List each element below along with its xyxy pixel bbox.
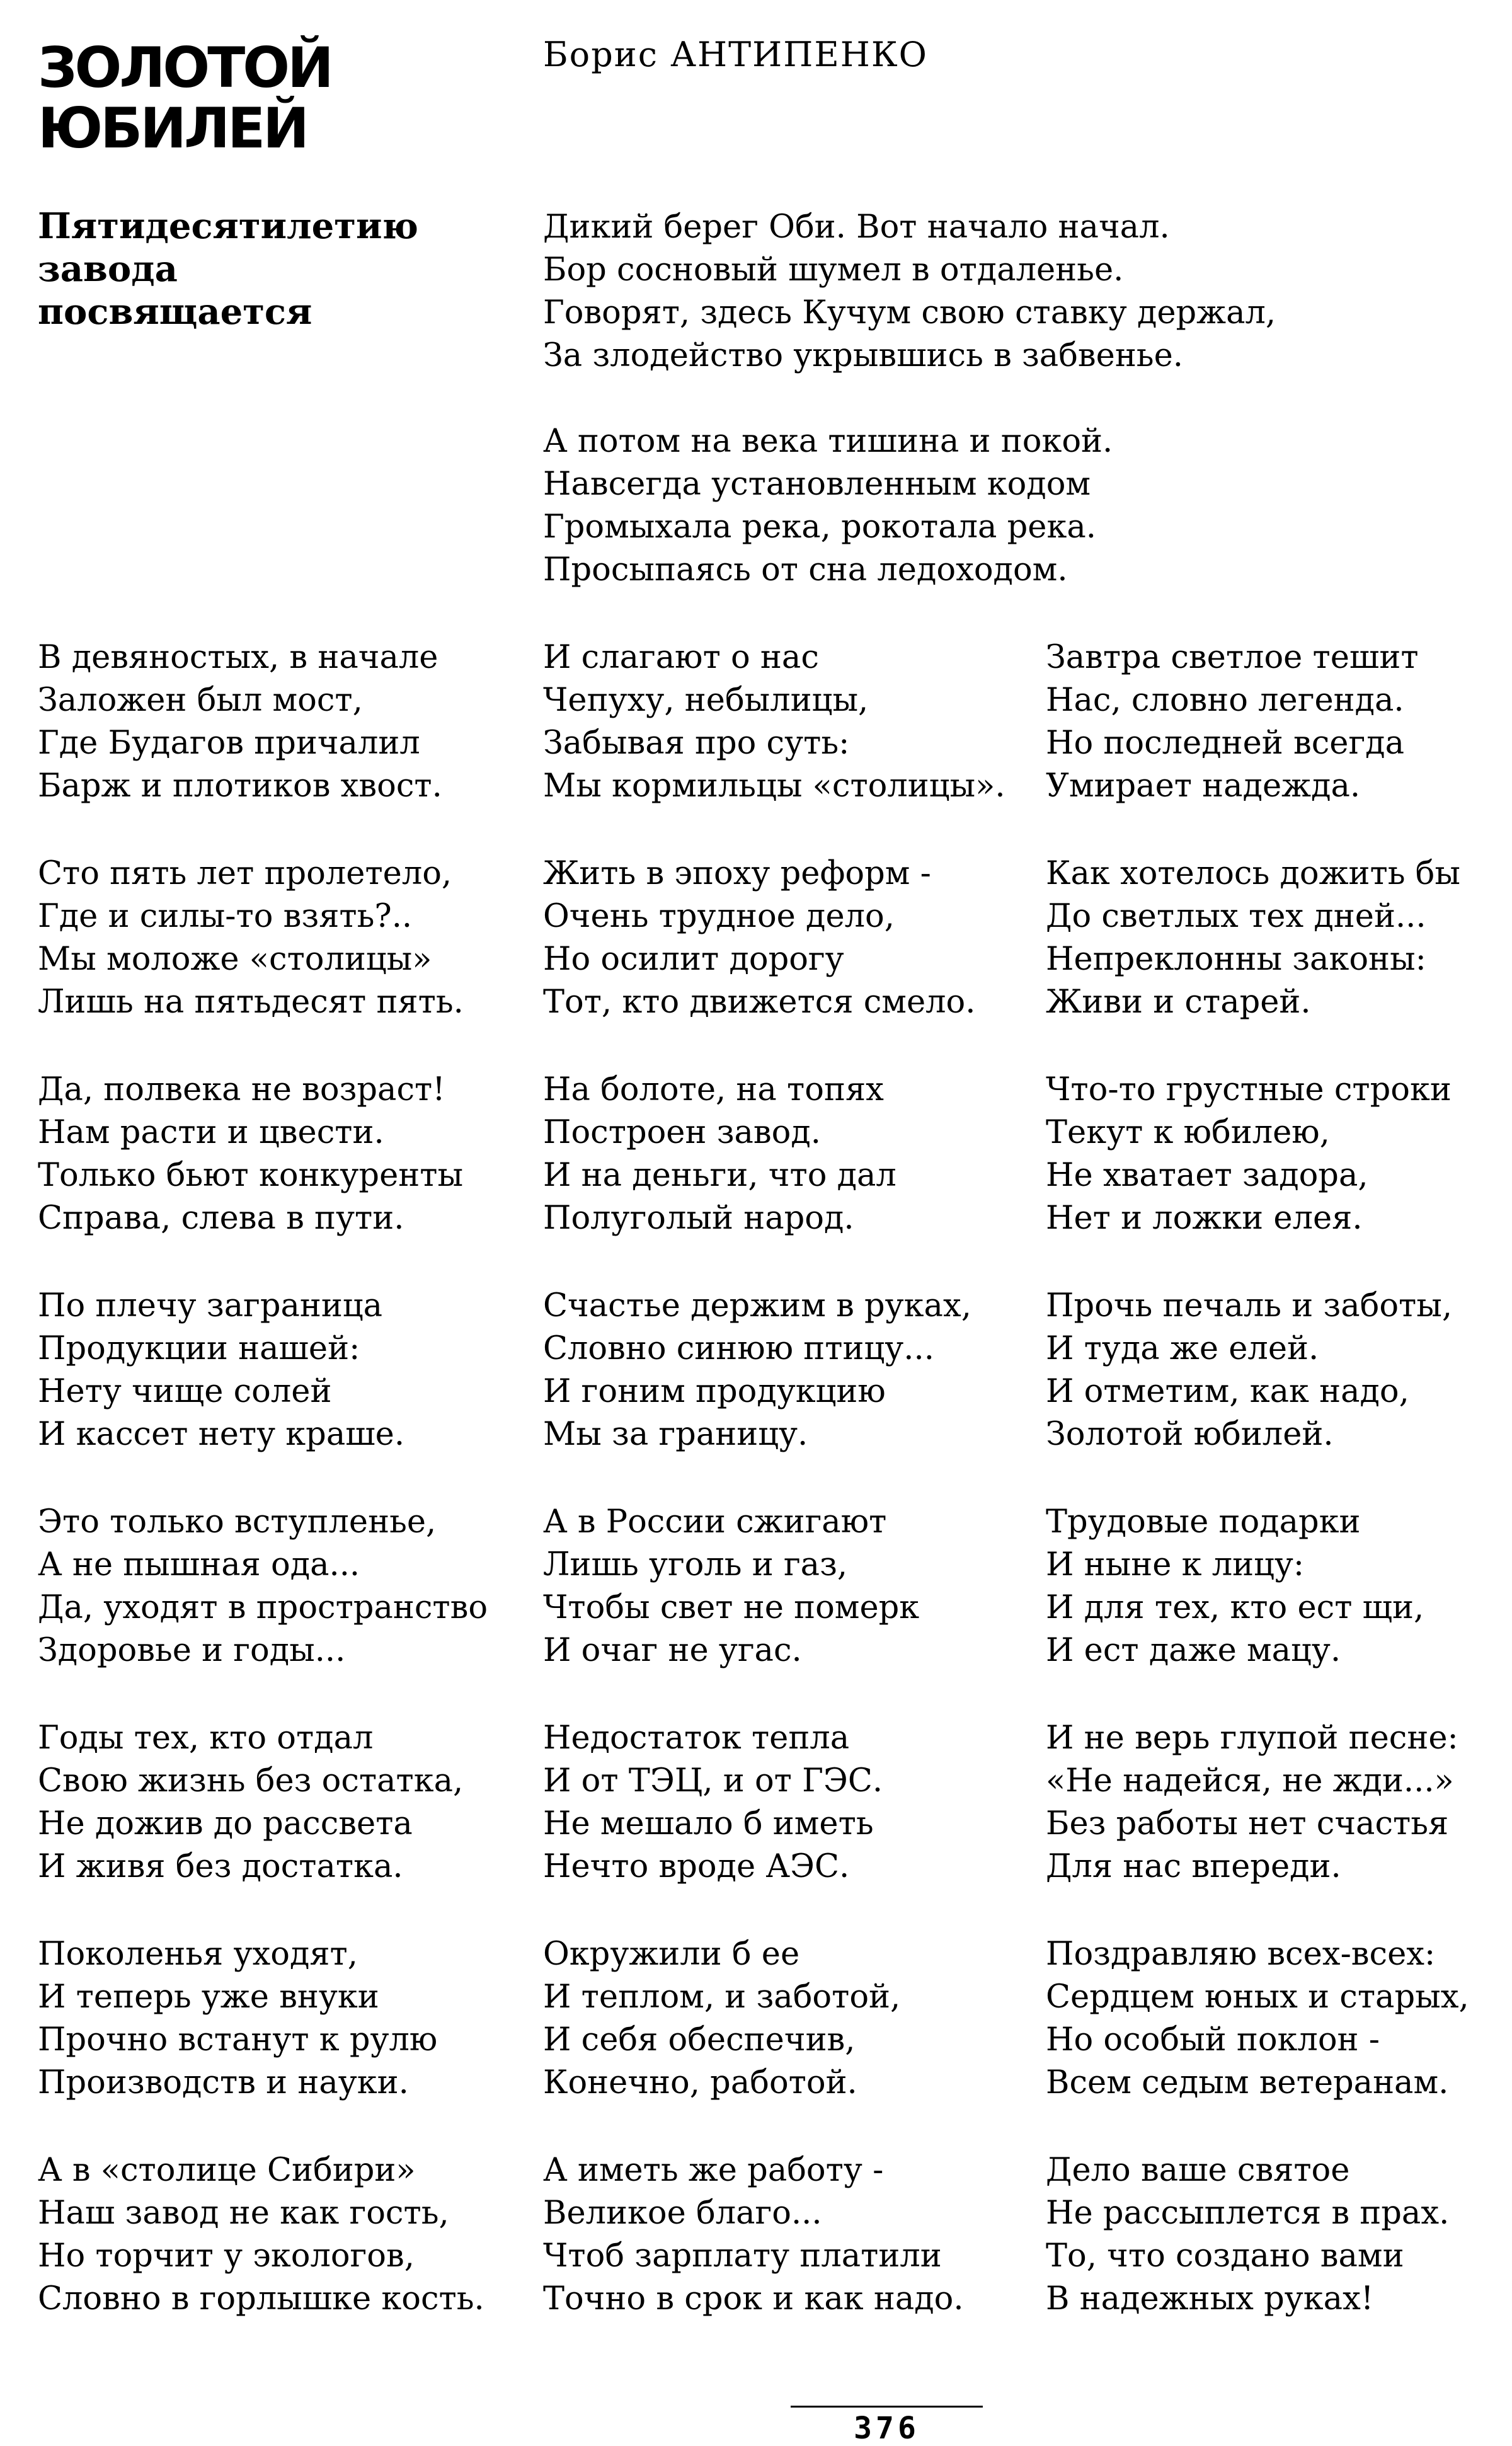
stanza bbox=[1046, 2149, 1449, 2321]
stanza bbox=[543, 853, 975, 1024]
stanza bbox=[543, 420, 1113, 592]
verse-line: Точно в срок и как надо. bbox=[543, 2280, 964, 2317]
stanza bbox=[543, 1069, 896, 1240]
verse-line: Навсегда установленным кодом bbox=[543, 466, 1091, 503]
verse-line: В надежных руках! bbox=[1046, 2280, 1374, 2317]
poem-title-line: ЮБИЛЕЙ bbox=[38, 96, 307, 161]
verse-line: Счастье держим в руках, bbox=[543, 1287, 971, 1324]
verse-line: Не рассыплется в прах. bbox=[1046, 2195, 1450, 2232]
verse-line: А потом на века тишина и покой. bbox=[543, 423, 1113, 460]
verse-line: Конечно, работой. bbox=[543, 2064, 857, 2101]
stanza bbox=[38, 1069, 463, 1240]
stanza bbox=[543, 1285, 971, 1456]
verse-line: Просыпаясь от сна ледоходом. bbox=[543, 551, 1068, 589]
verse-line: Где Будагов причалил bbox=[38, 725, 420, 762]
verse-line: Не хватает задора, bbox=[1046, 1157, 1368, 1194]
verse-line: То, что создано вами bbox=[1046, 2237, 1404, 2275]
verse-line: Живи и старей. bbox=[1046, 984, 1311, 1021]
verse-line: Забывая про суть: bbox=[543, 725, 850, 762]
stanza bbox=[1046, 1069, 1452, 1240]
verse-line: Где и силы-то взять?.. bbox=[38, 898, 413, 935]
verse-line: Здоровье и годы... bbox=[38, 1632, 346, 1669]
stanza bbox=[543, 1501, 919, 1672]
verse-line: Производств и науки. bbox=[38, 2064, 409, 2101]
verse-line: Что-то грустные строки bbox=[1046, 1071, 1452, 1108]
stanza bbox=[1046, 853, 1460, 1024]
verse-line: Нечто вроде АЭС. bbox=[543, 1848, 850, 1885]
verse-line: И для тех, кто ест щи, bbox=[1046, 1589, 1424, 1626]
verse-line: Поздравляю всех-всех: bbox=[1046, 1936, 1436, 1973]
stanza bbox=[38, 853, 464, 1024]
stanza bbox=[1046, 636, 1419, 808]
verse-line: И теперь уже внуки bbox=[38, 1978, 379, 2016]
stanza bbox=[1046, 1501, 1424, 1672]
stanza bbox=[38, 1933, 437, 2104]
verse-line: Наш завод не как гость, bbox=[38, 2195, 449, 2232]
verse-line: Только бьют конкуренты bbox=[38, 1157, 464, 1194]
verse-line: Прочь печаль и заботы, bbox=[1046, 1287, 1453, 1324]
verse-line: Всем седым ветеранам. bbox=[1046, 2064, 1449, 2101]
stanza bbox=[1046, 1285, 1452, 1456]
verse-line: Очень трудное дело, bbox=[543, 898, 895, 935]
verse-line: Нет и ложки елея. bbox=[1046, 1200, 1363, 1237]
verse-line: На болоте, на топях bbox=[543, 1071, 884, 1108]
verse-line: Сто пять лет пролетело, bbox=[38, 855, 452, 892]
verse-line: Чтоб зарплату платили bbox=[543, 2237, 942, 2275]
verse-line: Чтобы свет не померк bbox=[543, 1589, 920, 1626]
dedication-line: Пятидесятилетию bbox=[38, 205, 418, 247]
verse-line: Умирает надежда. bbox=[1046, 767, 1361, 805]
dedication-line: завода bbox=[38, 248, 178, 290]
verse-line: Великое благо... bbox=[543, 2195, 822, 2232]
verse-line: Да, полвека не возраст! bbox=[38, 1071, 445, 1108]
verse-line: И ест даже мацу. bbox=[1046, 1632, 1341, 1669]
verse-line: Лишь на пятьдесят пять. bbox=[38, 984, 464, 1021]
verse-line: Построен завод. bbox=[543, 1114, 821, 1151]
verse-line: Непреклонны законы: bbox=[1046, 941, 1426, 978]
verse-line: Говорят, здесь Кучум свою ставку держал, bbox=[543, 294, 1276, 331]
verse-line: Чепуху, небылицы, bbox=[543, 682, 869, 719]
verse-line: А не пышная ода... bbox=[38, 1546, 360, 1583]
verse-line: И очаг не угас. bbox=[543, 1632, 802, 1669]
verse-line: Нам расти и цвести. bbox=[38, 1114, 384, 1151]
verse-line: А в «столице Сибири» bbox=[38, 2152, 416, 2189]
verse-line: Но последней всегда bbox=[1046, 725, 1404, 762]
verse-line: И живя без достатка. bbox=[38, 1848, 403, 1885]
verse-line: Мы моложе «столицы» bbox=[38, 941, 432, 978]
verse-line: Словно синюю птицу... bbox=[543, 1330, 934, 1367]
stanza bbox=[38, 1501, 488, 1672]
verse-line: Но особый поклон - bbox=[1046, 2021, 1380, 2058]
verse-line: Для нас впереди. bbox=[1046, 1848, 1341, 1885]
verse-line: Трудовые подарки bbox=[1046, 1503, 1361, 1541]
verse-line: И себя обеспечив, bbox=[543, 2021, 856, 2058]
verse-line: Заложен был мост, bbox=[38, 682, 363, 719]
dedication-line: посвящается bbox=[38, 291, 312, 333]
verse-line: Годы тех, кто отдал bbox=[38, 1720, 374, 1757]
author-name: Борис АНТИПЕНКО bbox=[543, 35, 928, 74]
verse-line: Без работы нет счастья bbox=[1046, 1805, 1449, 1842]
verse-line: За злодейство укрывшись в забвенье. bbox=[543, 337, 1183, 374]
stanza bbox=[38, 2149, 484, 2321]
verse-line: И туда же елей. bbox=[1046, 1330, 1319, 1367]
stanza bbox=[543, 1717, 883, 1888]
verse-line: По плечу заграница bbox=[38, 1287, 383, 1324]
verse-line: Текут к юбилею, bbox=[1046, 1114, 1330, 1151]
verse-line: Это только вступленье, bbox=[38, 1503, 437, 1541]
verse-line: И слагают о нас bbox=[543, 639, 819, 676]
page-number: 376 bbox=[854, 2411, 920, 2446]
verse-line: Словно в горлышке кость. bbox=[38, 2280, 484, 2317]
verse-line: Тот, кто движется смело. bbox=[543, 984, 976, 1021]
verse-line: Завтра светлое тешит bbox=[1046, 639, 1419, 676]
verse-line: Свою жизнь без остатка, bbox=[38, 1762, 464, 1800]
verse-line: И гоним продукцию bbox=[543, 1373, 886, 1410]
verse-line: Да, уходят в пространство bbox=[38, 1589, 488, 1626]
verse-line: Поколенья уходят, bbox=[38, 1936, 358, 1973]
verse-line: Полуголый народ. bbox=[543, 1200, 854, 1237]
verse-line: И не верь глупой песне: bbox=[1046, 1720, 1458, 1757]
verse-line: Барж и плотиков хвост. bbox=[38, 767, 442, 805]
stanza bbox=[38, 636, 442, 808]
verse-line: Дело ваше святое bbox=[1046, 2152, 1350, 2189]
verse-line: Нас, словно легенда. bbox=[1046, 682, 1404, 719]
stanza bbox=[543, 206, 1276, 377]
verse-line: Бор сосновый шумел в отдаленье. bbox=[543, 251, 1124, 289]
stanza bbox=[38, 1717, 463, 1888]
verse-line: Но торчит у экологов, bbox=[38, 2237, 415, 2275]
verse-line: Продукции нашей: bbox=[38, 1330, 360, 1367]
verse-line: Но осилит дорогу bbox=[543, 941, 844, 978]
verse-line: И на деньги, что дал bbox=[543, 1157, 896, 1194]
verse-line: Золотой юбилей. bbox=[1046, 1416, 1334, 1453]
verse-line: И от ТЭЦ, и от ГЭС. bbox=[543, 1762, 883, 1800]
stanza bbox=[38, 1285, 404, 1456]
verse-line: А иметь же работу - bbox=[543, 2152, 884, 2189]
stanza bbox=[543, 2149, 964, 2321]
verse-line: И теплом, и заботой, bbox=[543, 1978, 901, 2016]
verse-line: Жить в эпоху реформ - bbox=[543, 855, 931, 892]
verse-line: Не мешало б иметь bbox=[543, 1805, 874, 1842]
verse-line: Не дожив до рассвета bbox=[38, 1805, 413, 1842]
verse-line: Нету чище солей bbox=[38, 1373, 332, 1410]
page-number-rule bbox=[791, 2406, 983, 2408]
verse-line: И ныне к лицу: bbox=[1046, 1546, 1305, 1583]
verse-line: Сердцем юных и старых, bbox=[1046, 1978, 1469, 2016]
poem-title bbox=[38, 35, 491, 161]
verse-line: Мы кормильцы «столицы». bbox=[543, 767, 1005, 805]
verse-line: Мы за границу. bbox=[543, 1416, 808, 1453]
verse-line: И кассет нету краше. bbox=[38, 1416, 405, 1453]
verse-line: До светлых тех дней... bbox=[1046, 898, 1426, 935]
stanza bbox=[543, 636, 1005, 808]
dedication bbox=[38, 205, 517, 333]
verse-line: Окружили б ее bbox=[543, 1936, 800, 1973]
verse-line: В девяностых, в начале bbox=[38, 639, 438, 676]
verse-line: Как хотелось дожить бы bbox=[1046, 855, 1460, 892]
verse-line: Недостаток тепла bbox=[543, 1720, 850, 1757]
verse-line: Прочно встанут к рулю bbox=[38, 2021, 438, 2058]
verse-line: Лишь уголь и газ, bbox=[543, 1546, 848, 1583]
verse-line: Дикий берег Оби. Вот начало начал. bbox=[543, 209, 1170, 246]
verse-line: И отметим, как надо, bbox=[1046, 1373, 1409, 1410]
verse-line: Справа, слева в пути. bbox=[38, 1200, 404, 1237]
stanza bbox=[1046, 1717, 1458, 1888]
stanza bbox=[1046, 1933, 1469, 2104]
verse-line: «Не надейся, не жди...» bbox=[1046, 1762, 1454, 1800]
verse-line: А в России сжигают bbox=[543, 1503, 887, 1541]
poem-title-line: ЗОЛОТОЙ bbox=[38, 35, 331, 100]
verse-line: Громыхала река, рокотала река. bbox=[543, 508, 1096, 546]
stanza bbox=[543, 1933, 900, 2104]
